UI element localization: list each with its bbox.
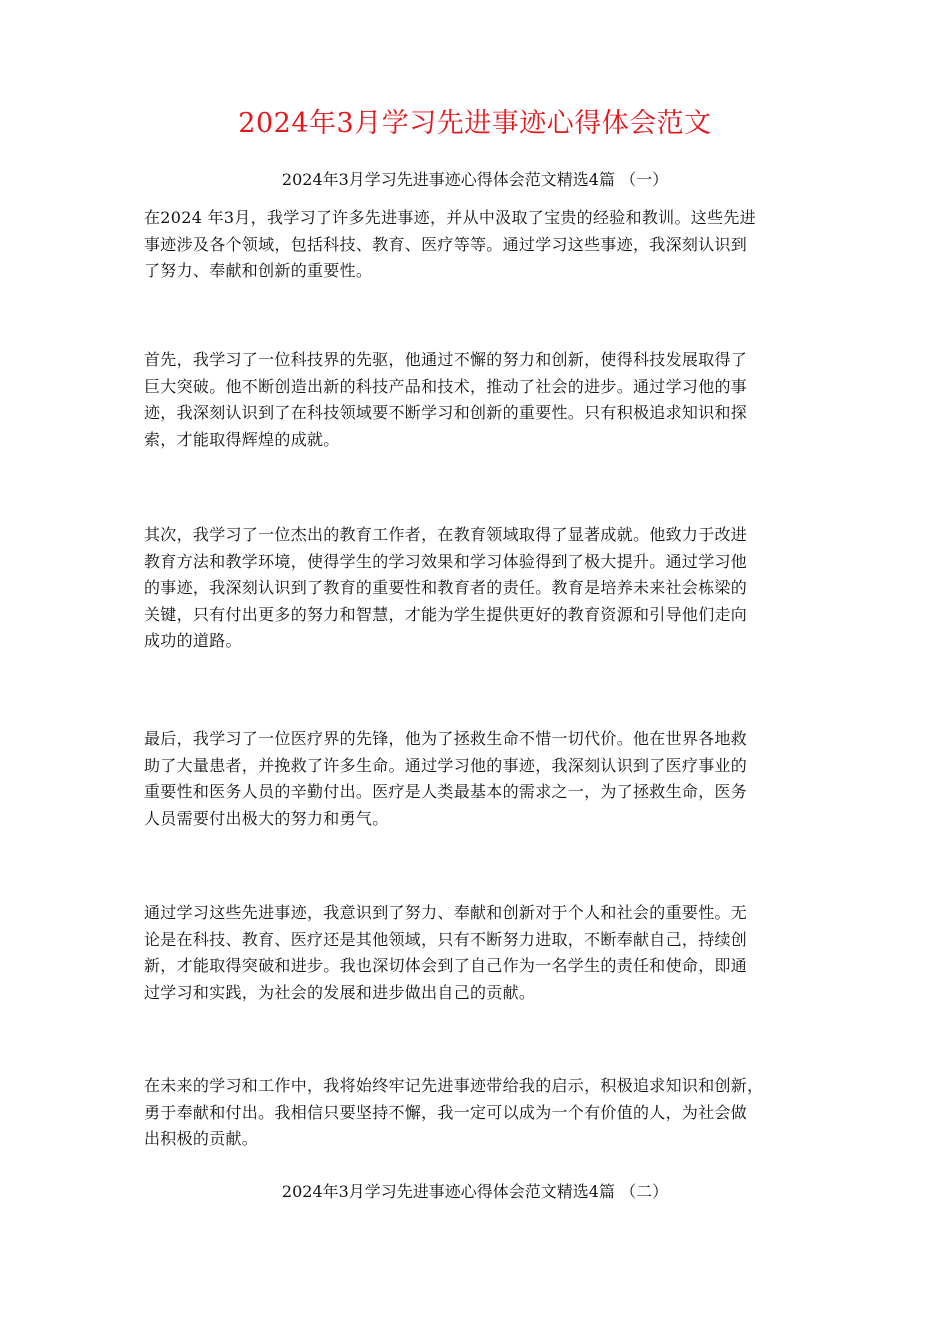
paragraph-line: 教育方法和教学环境，使得学生的学习效果和学习体验得到了极大提升。通过学习他 — [144, 551, 748, 571]
paragraph-line: 的事迹，我深刻认识到了教育的重要性和教育者的责任。教育是培养未来社会栋梁的 — [144, 578, 748, 597]
paragraph-line: 了努力、奉献和创新的重要性。 — [144, 261, 373, 280]
paragraph-line: 勇于奉献和付出。我相信只要坚持不懈，我一定可以成为一个有价值的人，为社会做 — [144, 1102, 748, 1122]
paragraph-5 — [144, 900, 834, 1006]
paragraph-2 — [144, 347, 834, 453]
paragraph-line: 人员需要付出极大的努力和勇气。 — [144, 808, 389, 828]
paragraph-line: 在未来的学习和工作中，我将始终牢记先进事迹带给我的启示，积极追求知识和创新， — [144, 1076, 764, 1095]
paragraph-line: 成功的道路。 — [144, 631, 242, 650]
paragraph-3 — [144, 522, 834, 655]
paragraph-line: 出积极的贡献。 — [144, 1129, 259, 1148]
paragraph-line: 首先，我学习了一位科技界的先驱，他通过不懈的努力和创新，使得科技发展取得了 — [144, 350, 748, 369]
paragraph-line: 重要性和医务人员的辛勤付出。医疗是人类最基本的需求之一，为了拯救生命，医务 — [144, 782, 748, 801]
paragraph-line: 论是在科技、教育、医疗还是其他领域，只有不断努力进取，不断奉献自己，持续创 — [144, 929, 748, 949]
section-heading-1: 2024年3月学习先进事迹心得体会范文精选4篇 （一） — [281, 170, 669, 189]
paragraph-4 — [144, 726, 834, 832]
paragraph-line: 助了大量患者，并挽救了许多生命。通过学习他的事迹，我深刻认识到了医疗事业的 — [144, 755, 748, 775]
paragraph-line: 关键，只有付出更多的努力和智慧，才能为学生提供更好的教育资源和引导他们走向 — [144, 604, 748, 624]
paragraph-line: 其次，我学习了一位杰出的教育工作者，在教育领域取得了显著成就。他致力于改进 — [144, 525, 748, 544]
paragraph-line: 通过学习这些先进事迹，我意识到了努力、奉献和创新对于个人和社会的重要性。无 — [144, 903, 748, 922]
document-title: 2024年3月学习先进事迹心得体会范文 — [238, 108, 712, 139]
paragraph-line: 过学习和实践，为社会的发展和进步做出自己的贡献。 — [144, 982, 536, 1002]
paragraph-line: 迹，我深刻认识到了在科技领域要不断学习和创新的重要性。只有积极追求知识和探 — [144, 403, 748, 422]
paragraph-line: 在2024 年3月，我学习了许多先进事迹，并从中汲取了宝贵的经验和教训。这些先进 — [144, 208, 756, 227]
paragraph-line: 新，才能取得突破和进步。我也深切体会到了自己作为一名学生的责任和使命，即通 — [144, 956, 748, 975]
paragraph-1 — [144, 205, 834, 285]
paragraph-6 — [144, 1073, 834, 1153]
paragraph-line: 事迹涉及各个领域，包括科技、教育、医疗等等。通过学习这些事迹，我深刻认识到 — [144, 234, 748, 254]
paragraph-line: 最后，我学习了一位医疗界的先锋，他为了拯救生命不惜一切代价。他在世界各地救 — [144, 729, 748, 748]
paragraph-line: 巨大突破。他不断创造出新的科技产品和技术，推动了社会的进步。通过学习他的事 — [144, 376, 748, 396]
paragraph-line: 索，才能取得辉煌的成就。 — [144, 429, 340, 449]
section-heading-2: 2024年3月学习先进事迹心得体会范文精选4篇 （二） — [281, 1182, 669, 1201]
